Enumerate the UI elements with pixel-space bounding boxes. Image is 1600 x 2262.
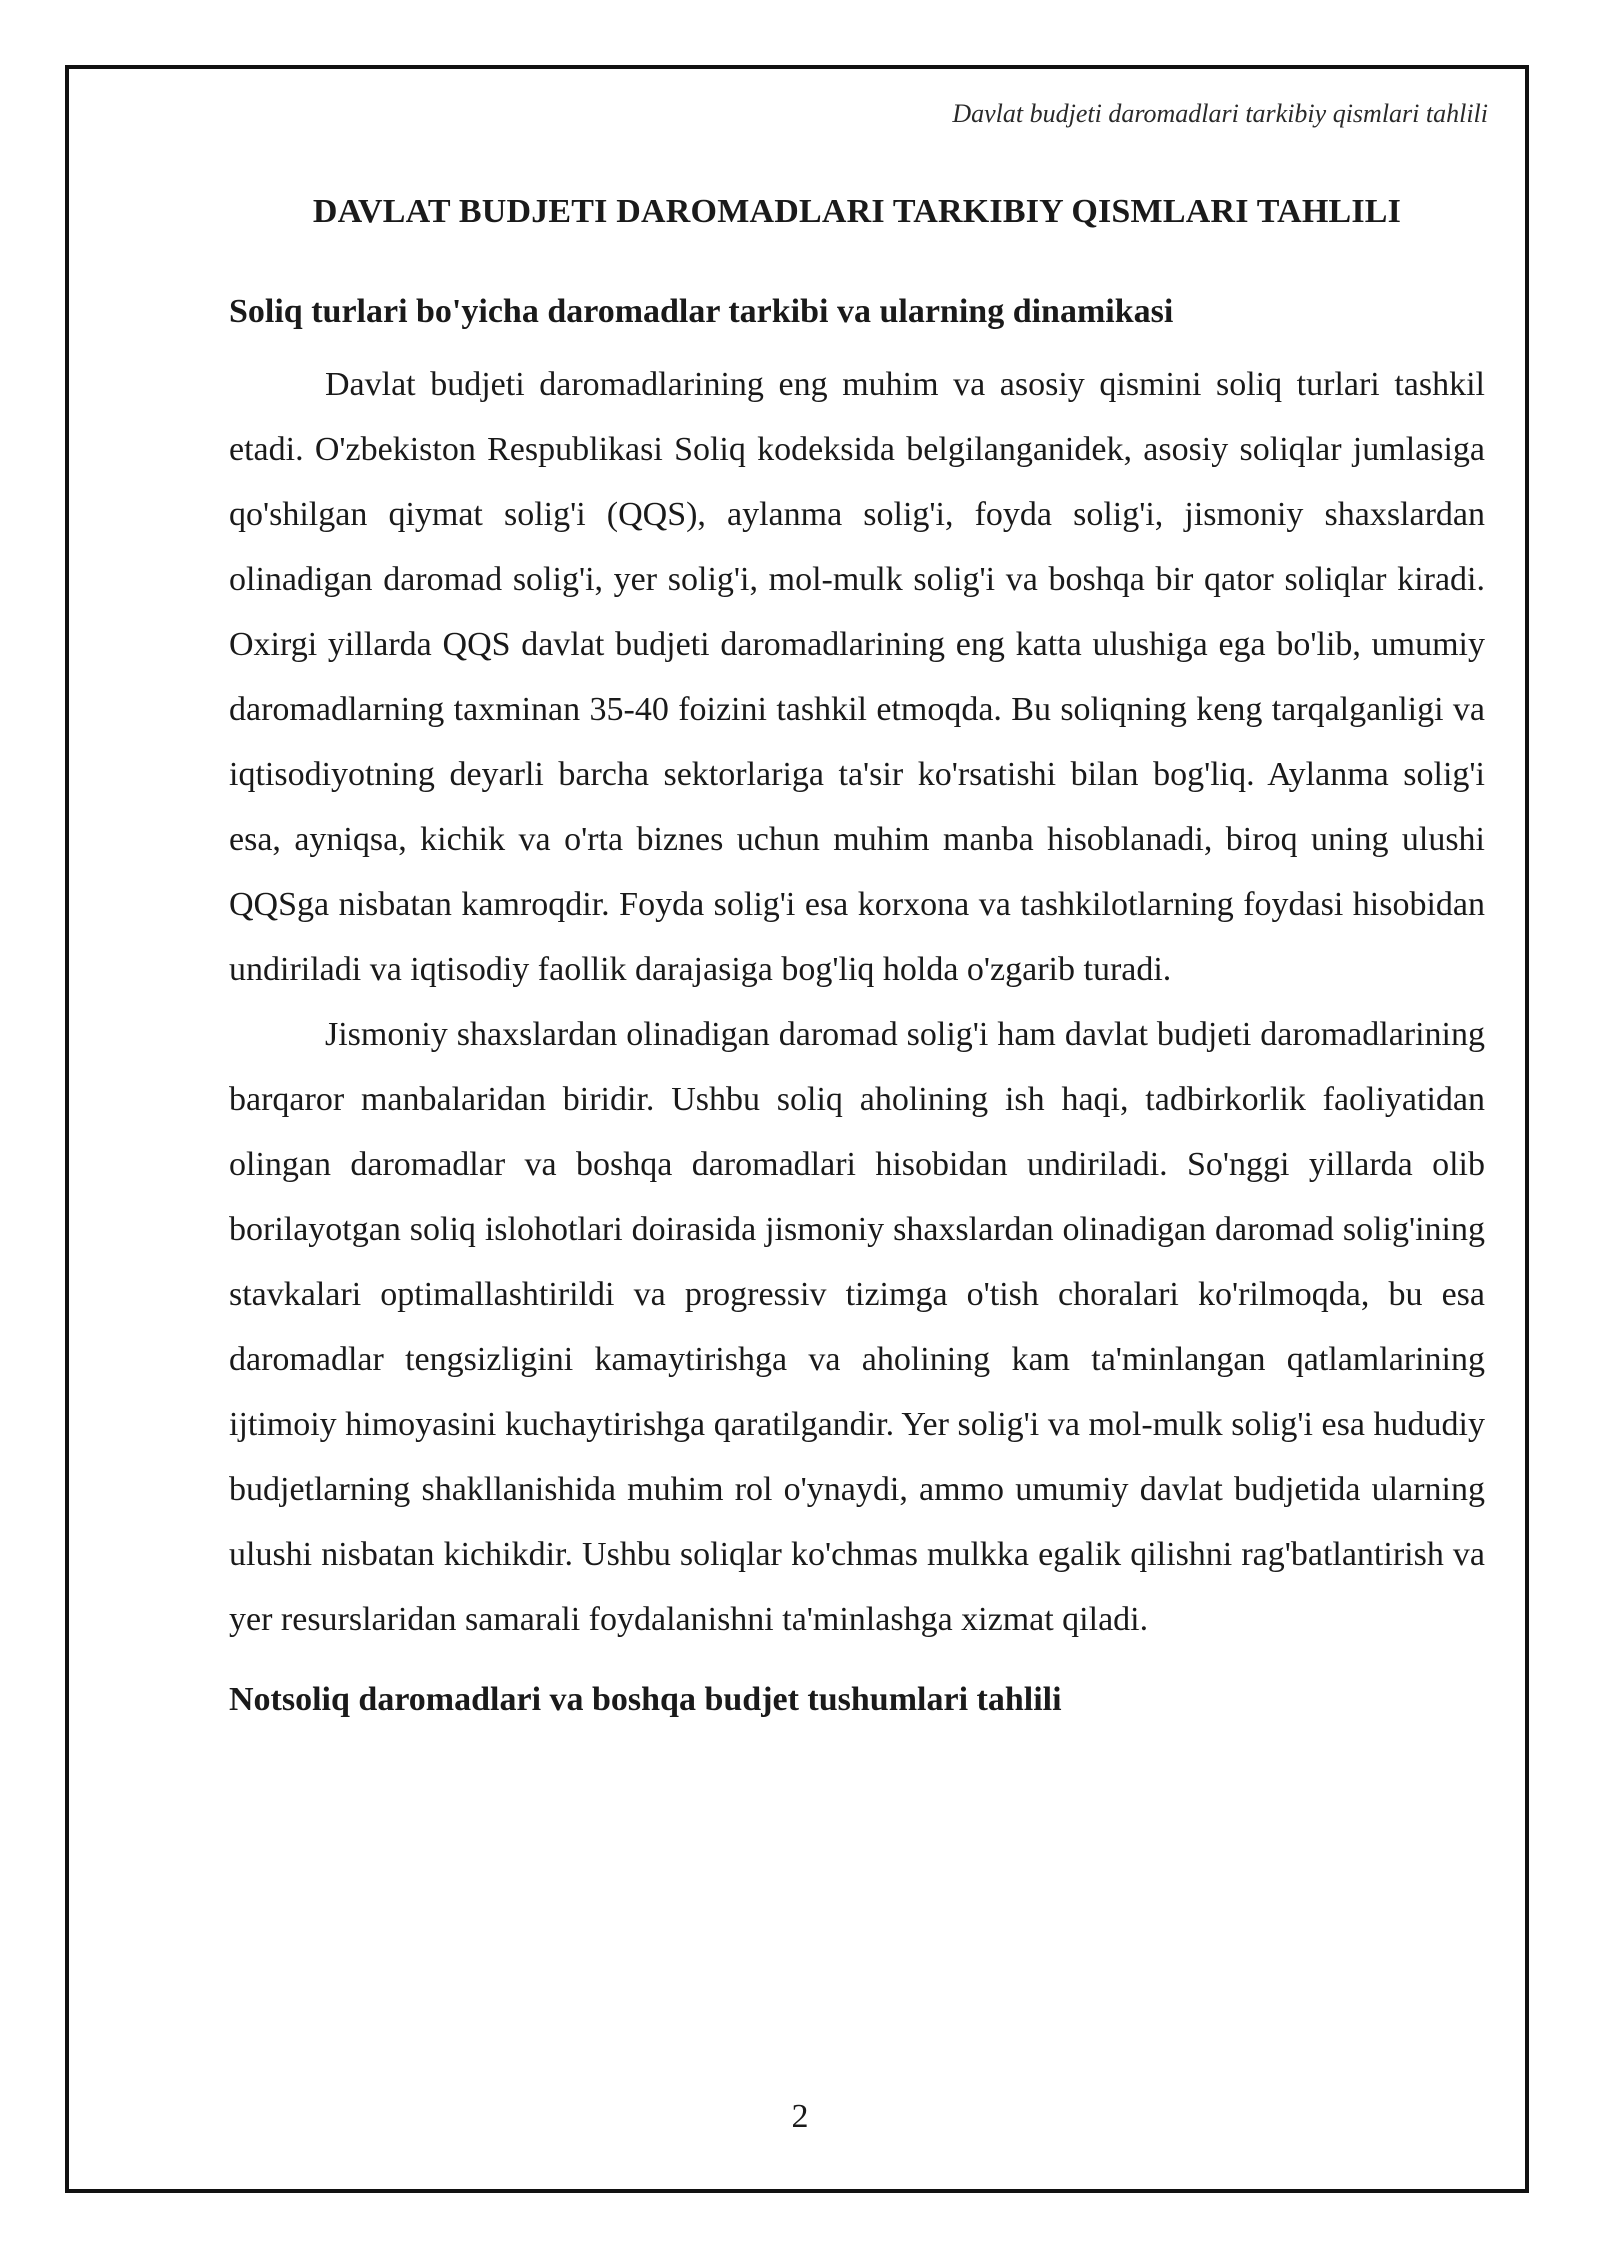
body-paragraph: Davlat budjeti daromadlarining eng muhim va asosiy qismini soliq turlari tashkil etadi. O'zbekiston Respublikasi Soliq kodeksida belgilanganidek, asosiy soliqlar jumlasiga qo'shilgan qiymat solig'i (QQS), aylanma solig'i, foyda solig'i, jismoniy shaxslardan olinadigan daromad solig'i, yer solig'i, mol-mulk solig'i va boshqa bir qator soliqlar kiradi. Oxirgi yillarda QQS davlat budjeti daromadlarining eng katta ulushiga ega bo'lib, umumiy daromadlarning taxminan 35-40 foizini tashkil etmoqda. Bu soliqning keng tarqalganligi va iqtisodiyotning deyarli barcha sektorlariga ta'sir ko'rsatishi bilan bog'liq. Aylanma solig'i esa, ayniqsa, kichik va o'rta biznes uchun muhim manba hisoblanadi, biroq uning ulushi QQSga nisbatan kamroqdir. Foyda solig'i esa korxona va tashkilotlarning foydasi hisobidan undiriladi va iqtisodiy faollik darajasiga bog'liq holda o'zgarib turadi. (229, 366, 1485, 988)
document-title: DAVLAT BUDJETI DAROMADLARI TARKIBIY QISMLARI TAHLILI (312, 193, 1402, 230)
body-paragraph: Jismoniy shaxslardan olinadigan daromad solig'i ham davlat budjeti daromadlarining barqaror manbalaridan biridir. Ushbu soliq aholining ish haqi, tadbirkorlik faoliyatidan olingan daromadlar va boshqa daromadlari hisobidan undiriladi. So'nggi yillarda olib borilayotgan soliq islohotlari doirasida jismoniy shaxslardan olinadigan daromad solig'ining stavkalari optimallashtirildi va progressiv tizimga o'tish choralari ko'rilmoqda, bu esa daromadlar tengsizligini kamaytirishga va aholining kam ta'minlangan qatlamlarining ijtimoiy himoyasini kuchaytirishga qaratilgandir. Yer solig'i va mol-mulk solig'i esa hududiy budjetlarning shakllanishida muhim rol o'ynaydi, ammo umumiy davlat budjetida ularning ulushi nisbatan kichikdir. Ushbu soliqlar ko'chmas mulkka egalik qilishni rag'batlantirish va yer resurslaridan samarali foydalanishni ta'minlashga xizmat qiladi. (229, 1016, 1485, 1638)
document-body (229, 190, 1485, 1722)
section-heading-non-tax-revenue: Notsoliq daromadlari va boshqa budjet tushumlari tahlili (229, 1681, 1062, 1718)
section-heading-tax-types: Soliq turlari bo'yicha daromadlar tarkibi va ularning dinamikasi (229, 293, 1174, 330)
running-header: Davlat budjeti daromadlari tarkibiy qismlari tahlili (952, 99, 1488, 128)
page-number: 2 (791, 2098, 809, 2135)
